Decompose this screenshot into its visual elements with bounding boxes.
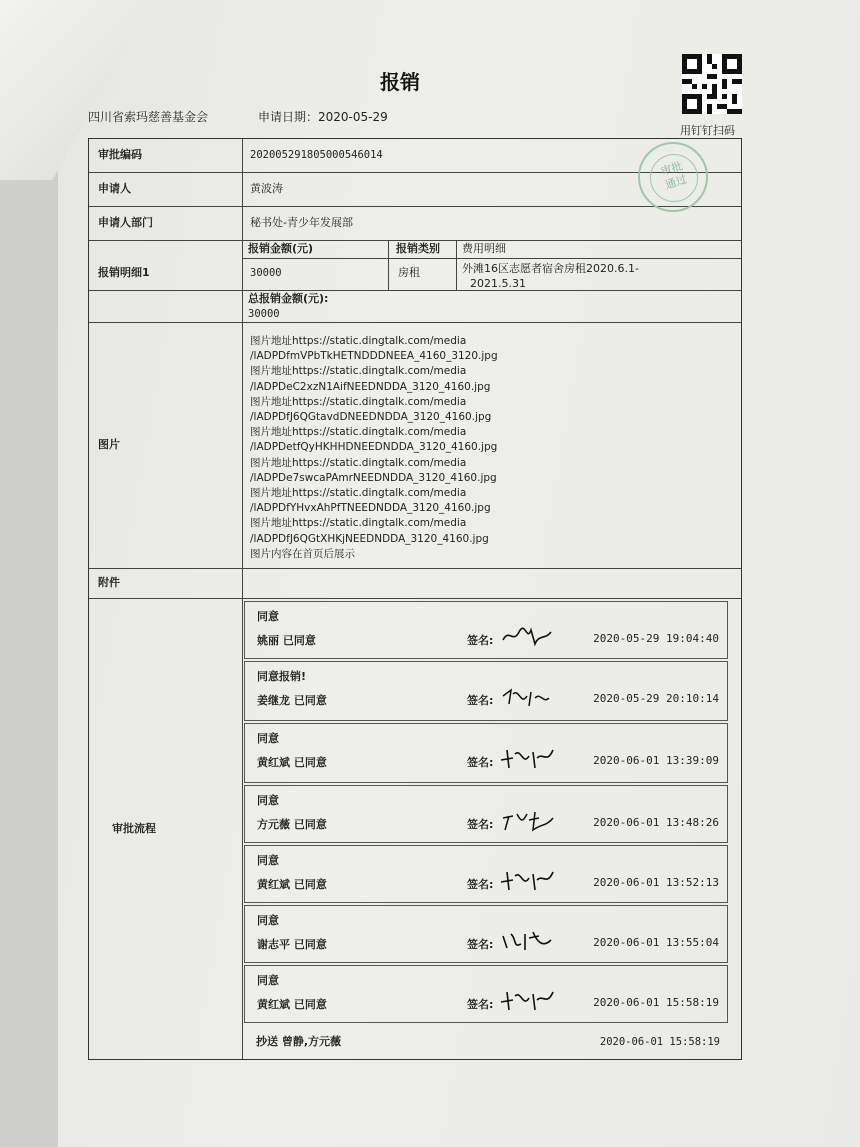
signature-icon	[499, 622, 559, 650]
step-time: 2020-06-01 15:58:19	[593, 996, 719, 1009]
row-divider	[89, 568, 741, 569]
image-url-list	[250, 334, 498, 562]
approval-step	[244, 905, 728, 963]
approval-step	[244, 965, 728, 1023]
sign-label: 签名:	[467, 818, 494, 831]
cc-time: 2020-06-01 15:58:19	[599, 1036, 720, 1048]
row-divider	[89, 322, 741, 323]
step-approver: 姜继龙 已同意	[257, 694, 327, 707]
signature-icon	[499, 866, 559, 894]
step-approver: 黄红斌 已同意	[257, 756, 327, 769]
step-approver: 谢志平 已同意	[257, 938, 327, 951]
type-value: 房租	[398, 266, 420, 279]
sign-label: 签名:	[467, 878, 494, 891]
dept-label: 申请人部门	[98, 216, 153, 229]
step-time: 2020-06-01 13:52:13	[593, 876, 719, 889]
total-value: 30000	[248, 308, 280, 320]
image-url-line[interactable]: 图片地址https://static.dingtalk.com/media	[250, 517, 467, 530]
image-url-line[interactable]: 图片地址https://static.dingtalk.com/media	[250, 456, 467, 469]
step-approver: 黄红斌 已同意	[257, 998, 327, 1011]
step-opinion: 同意	[257, 914, 279, 927]
document-title: 报销	[380, 70, 420, 94]
type-header: 报销类别	[396, 242, 440, 255]
dept-value: 秘书处-青少年发展部	[250, 216, 353, 229]
image-note: 图片内容在首页后展示	[250, 547, 355, 560]
process-label: 审批流程	[112, 822, 156, 835]
attachments-label: 附件	[98, 576, 120, 589]
approval-step	[244, 785, 728, 843]
step-opinion: 同意报销!	[257, 670, 307, 683]
approval-step	[244, 661, 728, 721]
signature-icon	[499, 806, 559, 834]
approval-no-value: 202005291805000546014	[250, 149, 383, 161]
image-url-line[interactable]: 图片地址https://static.dingtalk.com/media	[250, 487, 467, 500]
row-divider	[243, 258, 741, 259]
signature-icon	[499, 986, 559, 1014]
amount-value: 30000	[250, 267, 282, 279]
approval-step	[244, 601, 728, 659]
apply-date: 申请日期：2020-05-29	[258, 110, 388, 124]
image-url-line[interactable]: /lADPDetfQyHKHHDNEEDNDDA_3120_4160.jpg	[250, 441, 498, 454]
row-divider	[89, 290, 741, 291]
sign-label: 签名:	[467, 634, 494, 647]
image-url-line[interactable]: /lADPDeC2xzN1AifNEEDNDDA_3120_4160.jpg	[250, 380, 491, 393]
approval-step	[244, 845, 728, 903]
step-time: 2020-06-01 13:55:04	[593, 936, 719, 949]
signature-icon	[499, 926, 559, 954]
signature-icon	[499, 682, 559, 710]
image-url-line[interactable]: 图片地址https://static.dingtalk.com/media	[250, 365, 467, 378]
step-approver: 姚丽 已同意	[257, 634, 316, 647]
step-time: 2020-06-01 13:39:09	[593, 754, 719, 767]
step-approver: 方元薇 已同意	[257, 818, 327, 831]
row-divider	[89, 598, 741, 599]
image-url-line[interactable]: 图片地址https://static.dingtalk.com/media	[250, 395, 467, 408]
image-url-line[interactable]: /lADPDfJ6QGtavdDNEEDNDDA_3120_4160.jpg	[250, 411, 492, 424]
applicant-value: 黄波涛	[250, 182, 283, 195]
step-time: 2020-05-29 20:10:14	[593, 692, 719, 705]
step-time: 2020-06-01 13:48:26	[593, 816, 719, 829]
image-url-line[interactable]: /lADPDfYHvxAhPfTNEEDNDDA_3120_4160.jpg	[250, 502, 491, 515]
stamp-line-1: 审批	[659, 159, 685, 179]
image-url-line[interactable]: 图片地址https://static.dingtalk.com/media	[250, 426, 467, 439]
signature-icon	[499, 744, 559, 772]
col-divider	[388, 240, 389, 290]
step-opinion: 同意	[257, 610, 279, 623]
step-opinion: 同意	[257, 974, 279, 987]
step-opinion: 同意	[257, 732, 279, 745]
qr-scan-label: 用钉钉扫码	[680, 124, 735, 137]
sign-label: 签名:	[467, 938, 494, 951]
row-divider	[89, 240, 741, 241]
approved-stamp	[638, 142, 708, 212]
images-label: 图片	[98, 438, 120, 451]
sign-label: 签名:	[467, 694, 494, 707]
desc-line-2: 2021.5.31	[470, 277, 526, 290]
approval-step	[244, 723, 728, 783]
cc-row	[244, 1025, 728, 1059]
detail-row-label: 报销明细1	[98, 266, 150, 279]
col-divider	[242, 139, 243, 1059]
image-url-line[interactable]: 图片地址https://static.dingtalk.com/media	[250, 335, 467, 347]
applicant-label: 申请人	[98, 182, 131, 195]
qr-code-icon[interactable]	[682, 54, 742, 114]
image-url-line[interactable]: /lADPDe7swcaPAmrNEEDNDDA_3120_4160.jpg	[250, 471, 497, 484]
image-url-line[interactable]: /lADPDfJ6QGtXHKjNEEDNDDA_3120_4160.jpg	[250, 532, 489, 545]
total-label: 总报销金额(元):	[248, 292, 329, 305]
desc-line-1: 外滩16区志愿者宿舍房租2020.6.1-	[462, 262, 639, 275]
row-divider	[89, 206, 741, 207]
col-divider	[456, 240, 457, 290]
amount-header: 报销金额(元)	[248, 242, 314, 255]
sign-label: 签名:	[467, 756, 494, 769]
desc-header: 费用明细	[462, 242, 506, 255]
image-url-line[interactable]: /lADPDfmVPbTkHETNDDDNEEA_4160_3120.jpg	[250, 350, 498, 363]
approval-no-label: 审批编码	[98, 148, 142, 161]
sign-label: 签名:	[467, 998, 494, 1011]
organization-name: 四川省索玛慈善基金会	[88, 110, 209, 124]
step-approver: 黄红斌 已同意	[257, 878, 327, 891]
cc-text: 抄送 曾静,方元薇	[256, 1035, 342, 1048]
step-opinion: 同意	[257, 854, 279, 867]
step-time: 2020-05-29 19:04:40	[593, 632, 719, 645]
step-opinion: 同意	[257, 794, 279, 807]
stamp-line-2: 通过	[663, 172, 689, 192]
